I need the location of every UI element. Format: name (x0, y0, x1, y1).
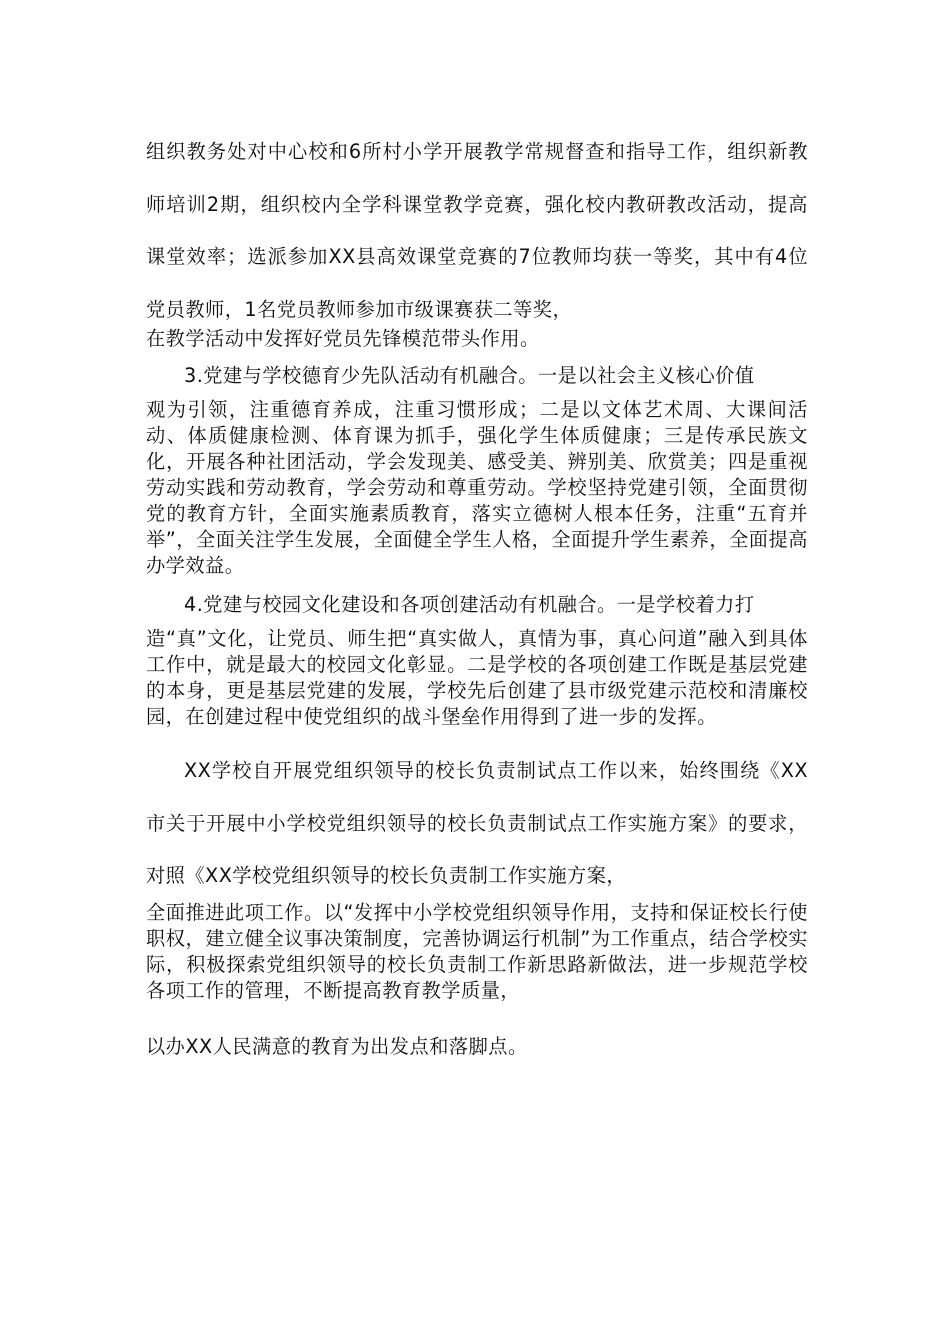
paragraph-3-lead: 4.党建与校园文化建设和各项创建活动有机融合。一是学校着力打 (184, 593, 755, 616)
paragraph-2-lead: 3.党建与学校德育少先队活动有机融合。一是以社会主义核心价值 (184, 364, 755, 387)
paragraph-2-body: 观为引领，注重德育养成，注重习惯形成；二是以文体艺术周、大课间活动、体质健康检测、体育课为抓手，强化学生体质健康；三是传承民族文化，开展各种社团活动，学会发现美、感受美、辨别美、欣赏美；四是重视劳动实践和劳动教育，学会劳动和尊重劳动。学校坚持党建引领，全面贯彻党的教育方针，全面实施素质教育，落实立德树人根本任务，注重“五育并举”，全面关注学生发展，全面健全学生人格，全面提升学生素养，全面提高办学效益。 (146, 398, 808, 577)
paragraph-3-body: 造“真”文化，让党员、师生把“真实做人，真情为事，真心问道”融入到具体工作中，就是最大的校园文化彰显。二是学校的各项创建工作既是基层党建的本身，更是基层党建的发展，学校先后创建了县市级党建示范校和清廉校园，在创建过程中使党组织的战斗堡垒作用得到了进一步的发挥。 (146, 627, 808, 728)
paragraph-4-main: XX学校自开展党组织领导的校长负责制试点工作以来，始终围绕《XX市关于开展中小学校党组织领导的校长负责制试点工作实施方案》的要求，对照《XX学校党组织领导的校长负责制工作实施方案， (146, 759, 808, 887)
paragraph-1-end: 在教学活动中发挥好党员先锋模范带头作用。 (146, 327, 540, 350)
paragraph-4-body: 全面推进此项工作。以“发挥中小学校党组织领导作用，支持和保证校长行使职权，建立健全议事决策制度，完善协调运行机制”为工作重点，结合学校实际，积极探索党组织领导的校长负责制工作新思路新做法，进一步规范学校各项工作的管理，不断提高教育教学质量， (146, 901, 808, 1002)
paragraph-4-end: 以办XX人民满意的教育为出发点和落脚点。 (146, 1035, 528, 1058)
paragraph-1-main: 组织教务处对中心校和6所村小学开展教学常规督查和指导工作，组织新教师培训2期，组织校内全学科课堂教学竞赛，强化校内教研教改活动，提高课堂效率；选派参加XX县高效课堂竞赛的7位教师均获一等奖，其中有4位党员教师，1名党员教师参加市级课赛获二等奖， (146, 140, 808, 321)
